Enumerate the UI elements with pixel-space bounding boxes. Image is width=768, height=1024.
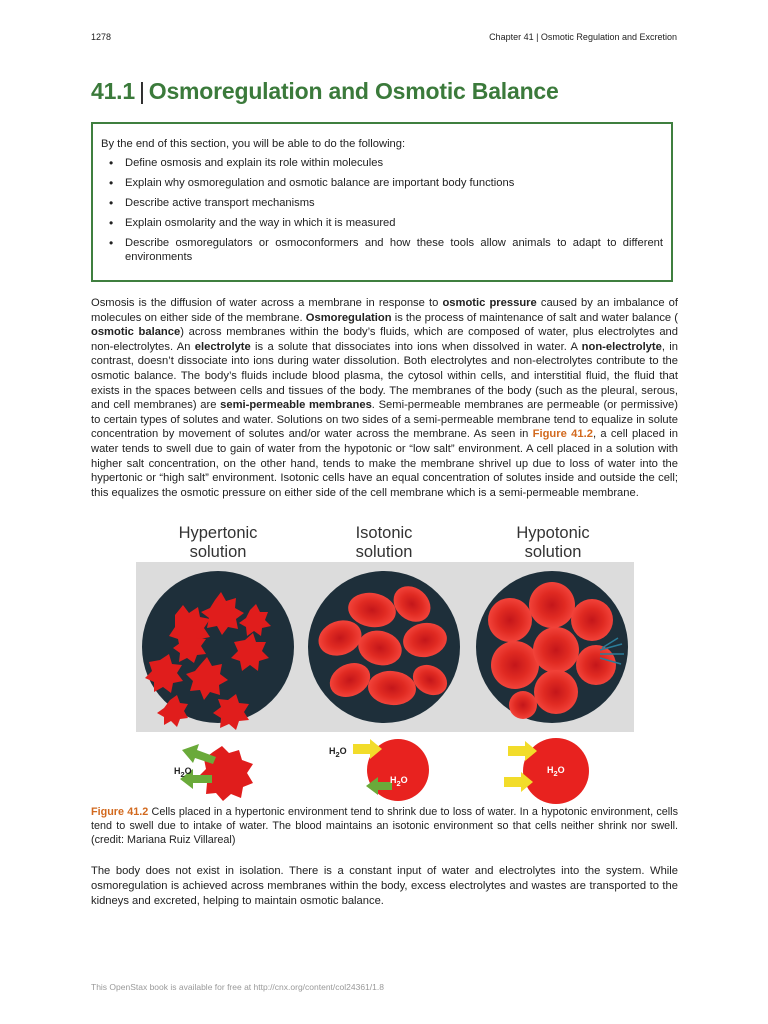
title-separator: |	[138, 78, 145, 104]
label-line: Hypotonic	[516, 524, 590, 542]
term-osmotic-balance: osmotic balance	[91, 326, 181, 339]
h2o-o: O	[557, 765, 565, 775]
term-electrolyte: electrolyte	[194, 340, 251, 353]
text-run: caused by an imbalance of molecules on either side of the membrane.	[91, 297, 678, 324]
h2o-label-isotonic-out	[390, 775, 408, 788]
h2o-h: H	[329, 746, 336, 756]
caption-text: Cells placed in a hypertonic environment tend to shrink due to loss of water. In a hypotonic environment, cells tend to swell due to intake of water. The blood maintains an isotonic environment so that cells neither shrink nor swell. (credit: Mariana Ruiz Villareal)	[91, 806, 678, 846]
objective-item: • Describe active transport mechanisms	[125, 196, 663, 210]
text-run: , in contrast, doesn’t dissociate into ions during water dissolution. Both electrolytes and non-electrolytes contribute to the osmotic balance. The body’s fluids include blood plasma, the cytosol within cells, and interstitial fluid, the fluid that exists in the spaces between cells and tissues of the body. The membranes of the body (such as the pleural, serous, and cell membranes) are	[91, 340, 678, 412]
page-footer: This OpenStax book is available for free at http://cnx.org/content/col24361/1.8	[91, 982, 384, 992]
text-run: ) across membranes within the body’s fluids, which are composed of water, plus electrolytes and non-electrolytes. An	[91, 326, 678, 353]
h2o-label-hypotonic	[547, 765, 565, 778]
h2o-h: H	[547, 765, 554, 775]
h2o-label-isotonic-in	[329, 746, 347, 759]
h2o-o: O	[184, 766, 192, 776]
h2o-o: O	[339, 746, 347, 756]
osmosis-paragraph	[91, 296, 678, 500]
h2o-h: H	[174, 766, 181, 776]
section-number: 41.1	[91, 78, 135, 104]
label-line: solution	[355, 543, 413, 561]
h2o-sub: 2	[396, 778, 401, 788]
section-title-text: Osmoregulation and Osmotic Balance	[148, 78, 559, 104]
body-paragraph-2: The body does not exist in isolation. There is a constant input of water and electrolytes into the system. While osmoregulation is achieved across membranes within the body, excess electrolytes and wastes are transported to the kidneys and excreted, helping to maintain osmotic balance.	[91, 865, 678, 907]
caption-label: Figure 41.2	[91, 806, 149, 818]
figure-41-2	[0, 520, 768, 810]
h2o-sub: 2	[335, 749, 340, 759]
h2o-sub: 2	[180, 769, 185, 779]
term-osmoregulation: Osmoregulation	[305, 311, 392, 324]
label-line: solution	[189, 543, 247, 561]
term-osmotic-pressure: osmotic pressure	[442, 297, 537, 309]
objective-item: • Explain osmolarity and the way in which it is measured	[125, 216, 663, 230]
chapter-header: Chapter 41 | Osmotic Regulation and Excretion	[489, 32, 677, 42]
learning-objectives-box	[91, 122, 673, 282]
label-line: Isotonic	[355, 524, 413, 542]
h2o-o: O	[400, 775, 408, 785]
section-title	[91, 78, 559, 105]
label-line: Hypertonic	[178, 524, 258, 542]
text-run: , a cell placed in water tends to swell due to gain of water from the hypotonic or “low salt” environment. A cell placed in a solution with higher salt concentration, on the other hand, tends to make the membrane shrivel up due to loss of water into the hypertonic or “high salt” environment. Isotonic cells have an equal concentration of solutes inside and outside the cell; this equalizes the osmotic pressure on either side of the cell membrane which is a semi-permeable membrane.	[91, 428, 678, 499]
term-semi-permeable-membranes: semi-permeable membranes	[220, 399, 372, 412]
objective-item: • Define osmosis and explain its role within molecules	[125, 156, 663, 170]
objective-item: • Describe osmoregulators or osmoconformers and how these tools allow animals to adapt to different environments	[125, 236, 663, 264]
label-line: solution	[524, 543, 582, 561]
h2o-h: H	[390, 775, 397, 785]
hypertonic-dish	[142, 571, 294, 723]
cell-illustration	[0, 520, 768, 810]
term-non-electrolyte: non-electrolyte	[581, 340, 662, 353]
h2o-label-hypertonic	[174, 766, 192, 779]
text-run: Osmosis is the diffusion of water across a membrane in response to	[91, 297, 443, 309]
page-number: 1278	[91, 32, 112, 42]
h2o-sub: 2	[553, 768, 558, 778]
text-run: is a solute that dissociates into ions when dissolved in water. A	[250, 340, 582, 353]
figure-link[interactable]: Figure 41.2	[532, 428, 593, 441]
objectives-list	[101, 156, 663, 264]
objectives-intro: By the end of this section, you will be able to do the following:	[101, 138, 406, 150]
objective-item: • Explain why osmoregulation and osmotic balance are important body functions	[125, 176, 663, 190]
text-run: is the process of maintenance of salt and water balance (	[391, 311, 678, 324]
text-run: . Semi-permeable membranes are permeable (or permissive) to certain types of solutes and water. Solutions on two sides of a semi-permeable membrane tend to equalize in solute concentration by movement of solutes and/or water across the membrane. As seen in	[91, 399, 678, 441]
figure-caption	[91, 805, 678, 847]
